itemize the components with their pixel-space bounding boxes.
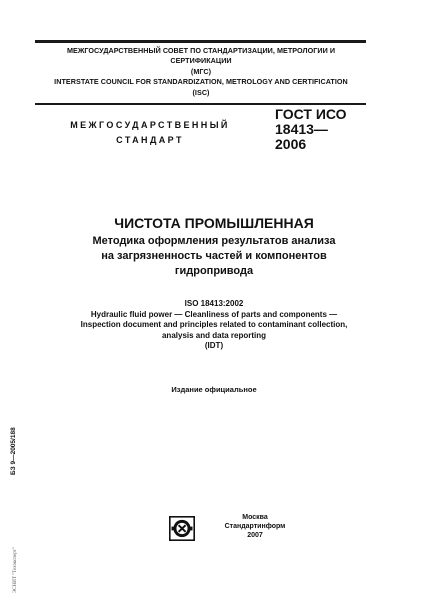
iso-line: Hydraulic fluid power — Cleanliness of parts and components — <box>90 309 338 319</box>
council-line-en: INTERSTATE COUNCIL FOR STANDARDIZATION, METROLOGY AND CERTIFICATION <box>54 77 348 87</box>
standard-type-line: СТАНДАРТ <box>116 135 184 145</box>
document-subtitle <box>60 234 368 279</box>
standartinform-logo-icon <box>169 516 195 541</box>
header-rule <box>35 103 366 105</box>
iso-line: analysis and data reporting <box>161 330 267 340</box>
standard-number-line: 18413— <box>275 121 328 137</box>
subtitle-line: гидропривода <box>174 265 254 277</box>
iso-reference <box>40 299 388 352</box>
side-code: БЗ 9—2005/188 <box>10 427 17 475</box>
subtitle-line: на загрязненность частей и компонентов <box>101 250 327 262</box>
standard-number <box>275 107 385 152</box>
iso-line: Inspection document and principles related to contaminant collection, <box>80 320 348 329</box>
standard-number-line: ГОСТ ИСО <box>275 106 347 122</box>
council-abbr-ru: (МГС) <box>190 66 212 76</box>
edition-label: Издание официальное <box>171 385 257 394</box>
council-abbr-en: (ISC) <box>192 87 210 97</box>
subtitle-line: Методика оформления результатов анализа <box>92 235 336 247</box>
side-note: ЭСНИТ "Техэксперт" <box>13 547 18 593</box>
standard-type-label <box>60 118 240 148</box>
top-rule <box>35 40 366 43</box>
council-header <box>40 46 362 98</box>
iso-line: ISO 18413:2002 <box>184 299 244 308</box>
standard-number-line: 2006 <box>275 136 307 152</box>
iso-line: (IDT) <box>204 341 224 350</box>
publisher-name: Стандартинформ <box>224 523 286 530</box>
council-line-ru: МЕЖГОСУДАРСТВЕННЫЙ СОВЕТ ПО СТАНДАРТИЗАЦИИ, МЕТРОЛОГИИ И СЕРТИФИКАЦИИ <box>66 46 336 66</box>
publisher-city: Москва <box>242 514 268 521</box>
publication-year: 2007 <box>247 532 263 539</box>
document-title: ЧИСТОТА ПРОМЫШЛЕННАЯ <box>114 215 314 231</box>
publisher-block <box>200 513 310 540</box>
standard-type-line: МЕЖГОСУДАРСТВЕННЫЙ <box>70 120 230 130</box>
